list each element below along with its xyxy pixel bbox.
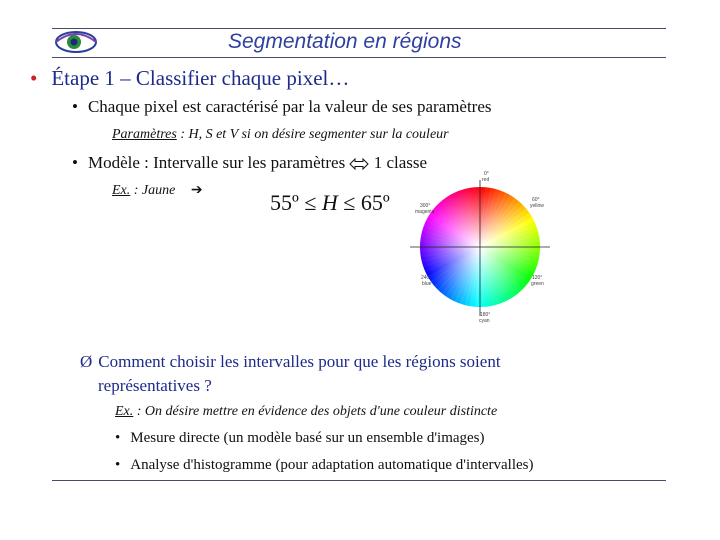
list-item-text: Mesure directe (un modèle basé sur un ensemble d'images) [130,430,485,446]
wheel-label-bl: 240° [421,275,432,281]
list-item [115,430,485,447]
list-item-text: Analyse d'histogramme (pour adaptation automatique d'intervalles) [130,457,534,473]
wheel-label-tl: 300° [420,203,431,209]
wheel-label-br-name: green [531,281,544,287]
question-line-2: représentatives ? [98,376,212,395]
arrow-right-icon: ➔ [190,183,203,198]
example2-line [115,404,497,420]
wheel-label-tr: 60° [532,197,540,203]
hue-color-wheel [406,166,556,328]
model-suffix: 1 classe [373,153,428,172]
wheel-label-tl-name: magenta [415,209,435,215]
wheel-label-top: 0° [484,171,489,177]
list-item [115,457,533,474]
example-line [112,182,203,199]
double-arrow-icon [349,158,369,170]
page-title: Segmentation en régions [228,30,462,53]
eye-logo-icon [54,28,98,56]
parameters-line [112,127,449,143]
wheel-label-tr-name: yellow [530,203,544,209]
bullet: • [72,97,78,116]
question-line [80,352,501,372]
question-text: Comment choisir les intervalles pour que les régions soient [98,352,501,371]
example-text: : Jaune [130,183,176,198]
wheel-label-bottom: 180° [480,312,491,318]
pixel-description [72,97,492,117]
wheel-label-br: 120° [532,275,543,281]
bullet: • [115,457,121,473]
example2-text: : On désire mettre en évidence des objets d'une couleur distincte [133,404,498,419]
bottom-rule [52,480,666,481]
example-label: Ex. [112,183,131,198]
model-line [72,153,427,173]
parameters-label: Paramètres [112,127,177,142]
wheel-label-bl-name: blue [422,281,432,287]
example2-label: Ex. [115,404,134,419]
wheel-label-bottom-name: cyan [479,318,490,324]
hue-formula: 55º ≤ H ≤ 65º [270,190,390,215]
bullet: • [72,153,78,172]
model-text: Modèle : Intervalle sur les paramètres [87,153,346,172]
parameters-text: : H, S et V si on désire segmenter sur la couleur [176,127,449,142]
wheel-label-top-name: red [482,177,490,183]
step-text: Étape 1 – Classifier chaque pixel… [51,66,350,90]
bullet: • [115,430,121,446]
step-heading [30,66,349,91]
pixel-description-text: Chaque pixel est caractérisé par la valeur de ses paramètres [87,97,492,116]
bullet: • [30,66,38,90]
top-rule [52,28,666,29]
title-rule [52,57,666,58]
arrow-bullet-icon: Ø [80,352,93,371]
